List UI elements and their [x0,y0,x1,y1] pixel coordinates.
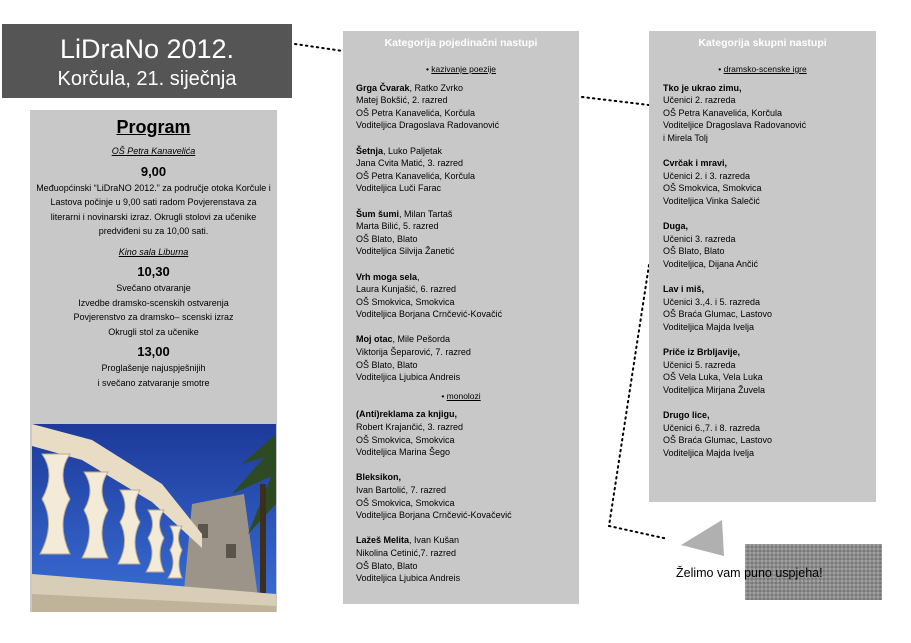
program-location-2: Kino sala Liburna [118,246,189,257]
entry-line: Voditeljica, Dijana Ančić [663,258,759,269]
piece-author: , Milan Tartaš [399,208,453,219]
piece-title: Lažeš Melita [356,535,410,546]
program-time-2: 10,30 [137,264,170,279]
entry-line: Voditeljica Ljubica Andreis [356,372,461,383]
piece-title: Lav i miš, [663,284,705,295]
piece-title: Šum šumi [356,208,400,219]
entry-line: Voditeljica Marina Šego [356,447,451,458]
entry-line: OŠ Smokvica, Smokvica [356,296,455,307]
section-monolozi: monolozi [446,390,481,401]
entry-line: Učenici 3. razreda [663,233,736,244]
piece-author: , [417,271,420,282]
entry-line: OŠ Blato, Blato [356,560,418,571]
program-text-1: Međuopćinski “LiDraNO 2012.” za područje otoka Korčule i Lastova počinje u 9,00 sati radom Povjerenstava za literarni i novinarski izraz. Okrugli stolovi za učenike predviđeni su za 10,00 sati. [36,182,271,236]
section-kazivanje: kazivanje poezije [431,64,497,74]
list-item [343,471,579,521]
piece-author: , Ratko Zvrko [409,82,464,93]
closing-message: Želimo vam puno uspjeha! [676,566,823,580]
section-label: • monolozi [441,390,481,401]
piece-title: Vrh moga sela [356,271,418,282]
list-item [343,534,579,584]
entry-line: Nikolina Cetinić,7. razred [356,547,457,558]
entry-line: Učenici 2. razreda [663,95,736,106]
list-item [343,145,579,195]
piece-title: Duga, [663,221,689,232]
entry-line: OŠ Blato, Blato [356,359,418,370]
piece-title: Tko je ukrao zimu, [663,82,742,93]
entry-line: OŠ Smokvica, Smokvica [356,497,455,508]
entry-line: Voditeljica Mirjana Žuvela [663,384,766,395]
program-line: Svečano otvaranje [116,283,191,293]
list-item [343,333,579,383]
entry-line: Učenici 2. i 3. razreda [663,170,751,181]
program-time-1: 9,00 [140,163,167,179]
program-line: i svečano zatvaranje smotre [97,377,210,388]
program-line: Proglašenje najuspješnijih [101,363,206,373]
piece-title: Moj otac [356,334,393,345]
entry-line: Voditeljica Vinka Salečić [663,195,760,206]
list-item [343,271,579,321]
individual-category-panel [343,31,579,604]
entry-line: OŠ Smokvica, Smokvica [356,434,455,445]
entry-line: Matej Bokšić, 2. razred [356,95,448,106]
program-line: Povjerenstvo za dramsko– scenski izraz [73,312,234,322]
event-title: LiDraNo 2012. [59,34,235,64]
piece-title: Grga Čvarak [356,82,410,93]
entry-line: OŠ Braća Glumac, Lastovo [663,435,773,446]
entry-line: Učenici 3.,4. i 5. razreda [663,296,761,307]
program-line: Izvedbe dramsko-scenskih ostvarenja [78,297,229,308]
list-item [343,408,579,458]
program-location-1: OŠ Petra Kanavelića [111,146,196,156]
list-item [649,220,876,270]
event-date-place: Korčula, 21. siječnja [57,68,237,90]
entry-line: Voditeljica Majda Ivelja [663,447,755,458]
entry-line: Voditeljica Borjana Crnčević-Kovačević [356,510,512,521]
entry-line: Robert Krajančić, 3. razred [356,422,464,433]
program-line: Okrugli stol za učenike [108,326,199,337]
title-box [2,24,292,98]
entry-line: Voditeljica Borjana Crnčević-Kovačić [356,309,503,320]
section-label: • kazivanje poezije [425,64,497,74]
list-item [343,208,579,258]
piece-author: , Ivan Kušan [409,535,460,546]
piece-title: Drugo lice, [663,410,710,421]
entry-line: Voditeljica Dragoslava Radovanović [356,120,500,131]
list-item [343,82,579,132]
entry-line: OŠ Smokvica, Smokvica [663,183,762,194]
piece-title: Cvrčak i mravi, [663,158,728,169]
group-heading: Kategorija skupni nastupi [698,37,827,49]
entry-line: OŠ Petra Kanavelića, Korčula [356,170,476,181]
entry-line: OŠ Petra Kanavelića, Korčula [356,107,476,118]
piece-author: , Mile Pešorda [392,334,451,345]
list-item [649,346,876,396]
section-label: • dramsko-scenske igre [718,64,807,74]
entry-line: OŠ Braća Glumac, Lastovo [663,309,773,320]
entry-line: OŠ Vela Luka, Vela Luka [663,372,763,383]
list-item [649,157,876,207]
list-item [649,82,876,145]
entry-line: Voditeljica Luči Farac [356,183,442,194]
entry-line: Marta Bilić, 5. razred [356,221,439,232]
section-dramsko-scenske: dramsko-scenske igre [723,64,807,74]
entry-line: Voditeljice Dragoslava Radovanović [663,120,807,131]
group-category-panel [649,31,876,502]
entry-line: Laura Kunjašić, 6. razred [356,284,457,295]
entry-line: Voditeljica Silvija Žanetić [356,246,455,257]
piece-title: Priče iz Brbljavije, [663,347,741,358]
entry-line: Učenici 5. razreda [663,359,736,370]
entry-line: OŠ Blato, Blato [663,246,725,257]
entry-line: Voditeljica Ljubica Andreis [356,573,461,584]
piece-title: (Anti)reklama za knjigu, [356,409,458,420]
entry-line: Ivan Bartolić, 7. razred [356,485,447,495]
entry-line: i Mirela Tolj [663,132,708,143]
entry-line: OŠ Petra Kanavelića, Korčula [663,107,783,118]
entry-line: Voditeljica Majda Ivelja [663,321,755,332]
list-item [649,409,876,459]
list-item [649,283,876,333]
entry-line: Viktorija Šeparović, 7. razred [356,347,471,358]
piece-author: , Luko Paljetak [383,145,443,156]
piece-title: Šetnja [356,145,384,156]
individual-heading: Kategorija pojedinačni nastupi [384,37,538,49]
arrow-icon [681,520,724,556]
program-time-3: 13,00 [137,344,170,359]
program-title: Program [116,117,191,137]
piece-title: Bleksikon, [356,472,402,483]
entry-line: Učenici 6.,7. i 8. razreda [663,422,761,433]
entry-line: Jana Cvita Matić, 3. razred [356,158,464,169]
korcula-photo [32,424,276,612]
entry-line: OŠ Blato, Blato [356,233,418,244]
